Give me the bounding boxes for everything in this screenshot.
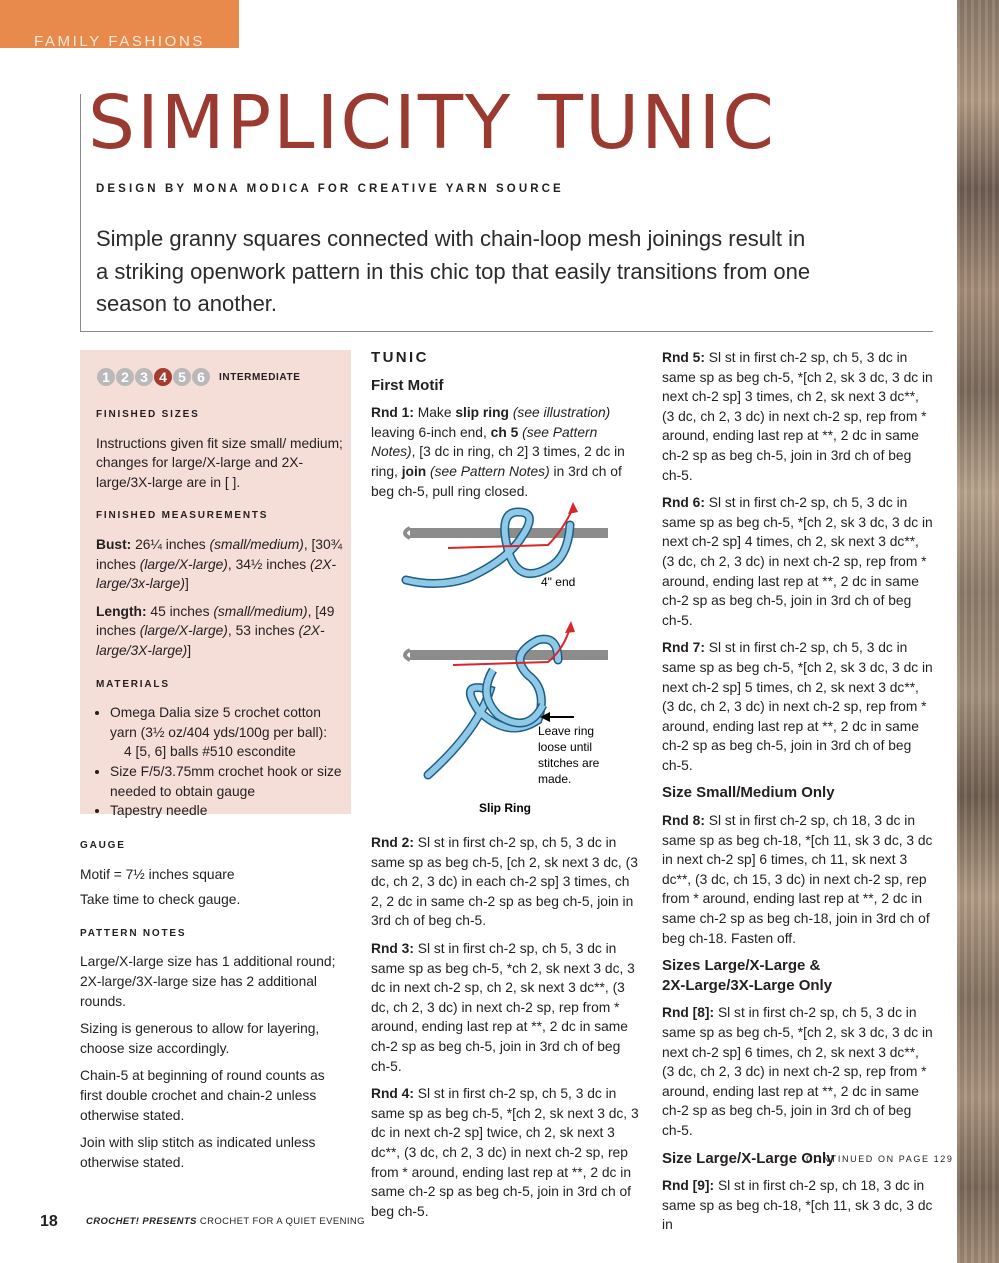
length-measurement: Length: 45 inches (small/medium), [49 inches (large/X-large), 53 inches (2X-large/3X-large)]: [96, 603, 335, 658]
intro-text: Simple granny squares connected with chain-loop mesh joinings result in a striking openwork pattern in this chic top that easily transitions from one season to another.: [96, 226, 811, 316]
diagram-caption: Slip Ring: [479, 801, 531, 815]
tunic-heading: TUNIC: [371, 349, 429, 366]
hook-tip-bottom: [405, 650, 410, 660]
page-title: SIMPLICITY TUNIC: [88, 80, 776, 166]
skill-level-1: 1: [97, 368, 115, 386]
crochet-hook-bottom: [410, 650, 608, 660]
materials-heading: MATERIALS: [96, 678, 170, 690]
footer-publication: CROCHET! PRESENTS CROCHET FOR A QUIET EVENING: [86, 1216, 365, 1227]
size-large-heading: Size Large/X-Large Only: [662, 1149, 835, 1167]
skill-level-4-active: 4: [154, 368, 172, 386]
info-column: [96, 405, 344, 821]
materials-list: [96, 703, 344, 821]
first-motif-heading: First Motif: [371, 376, 444, 394]
hook-tip-top: [405, 528, 410, 538]
title-rule-vertical: [80, 94, 81, 332]
skill-label: INTERMEDIATE: [219, 371, 301, 383]
arrow-head-bottom: [565, 621, 575, 633]
list-item: • Tapestry needle: [110, 801, 344, 821]
rnd-6: Rnd 6: Sl st in first ch-2 sp, ch 5, 3 dc in same sp as beg ch-5, *[ch 2, sk 3 dc, 3 dc in next ch-2 sp] 4 times, ch 2, sk next 3 dc**, (3 dc, ch 2, 3 dc) in next ch-2 sp, rep from * around, ending last rep at **, 2 dc in same ch-2 sp as beg ch-5, join in 3rd ch of beg ch-5.: [662, 495, 933, 628]
section-tab: [0, 0, 239, 48]
pattern-note: Chain-5 at beginning of round counts as first double crochet and chain-2 unless otherwise stated.: [80, 1068, 325, 1123]
notes-column: [80, 836, 342, 1180]
rnd-4: Rnd 4: Sl st in first ch-2 sp, ch 5, 3 dc in same sp as beg ch-5, *[ch 2, sk next 3 dc, 3 dc in next ch-2 sp] twice, ch 2, sk next 3 dc**, (3 dc, ch 2, 3 dc) in next ch-2 sp, rep from * around, ending last rep at **, 2 dc in same ch-2 sp as beg ch-5, join in 3rd ch of beg ch-5.: [371, 1086, 639, 1219]
finished-sizes-text: Instructions given fit size small/ medium; changes for large/X-large and 2X-large/3X-large are in [ ].: [96, 435, 343, 490]
rnd-8: Rnd 8: Sl st in first ch-2 sp, ch 18, 3 dc in same sp as beg ch-18, *[ch 11, sk 3 dc, 3 dc in next ch-2 sp] 6 times, ch 11, sk next 3 dc**, (3 dc, ch 15, 3 dc) in next ch-2 sp, rep from * around, ending last rep at **, 2 dc in same ch-2 sp as beg ch-18, join in 3rd ch of beg ch-18. Fasten off.: [662, 813, 933, 946]
gauge-heading: GAUGE: [80, 840, 126, 851]
arrow-head-top: [568, 502, 578, 514]
rnd-9: Rnd [9]: Sl st in first ch-2 sp, ch 18, 3 dc in same sp as beg ch-18, *[ch 11, sk 3 dc, 3 dc in: [662, 1178, 933, 1233]
middle-column-lower: [371, 833, 643, 1229]
pattern-note: Large/X-large size has 1 additional round; 2X-large/3X-large size has 2 additional rounds.: [80, 954, 336, 1009]
rnd-3: Rnd 3: Sl st in first ch-2 sp, ch 5, 3 dc in same sp as beg ch-5, *ch 2, sk next 3 dc, 3 dc in next ch-2 sp, ch 2, sk next 3 dc**, (3 dc, ch 2, 3 dc) in next ch-2 sp, rep from * around, ending last rep at **, 2 dc in same ch-2 sp as beg ch-5, join in 3rd ch of beg ch-5.: [371, 940, 635, 1074]
byline: DESIGN BY MONA MODICA FOR CREATIVE YARN SOURCE: [96, 183, 564, 195]
note-line-3: stitches are: [538, 756, 600, 770]
pattern-note: Join with slip stitch as indicated unless otherwise stated.: [80, 1135, 316, 1170]
middle-column: [371, 348, 643, 509]
note-line-4: made.: [538, 772, 572, 786]
page-number: 18: [40, 1213, 58, 1230]
finished-measurements-heading: FINISHED MEASUREMENTS: [96, 510, 269, 522]
pattern-note: Sizing is generous to allow for layering, choose size accordingly.: [80, 1021, 320, 1056]
stone-wall-edge: [957, 0, 999, 1263]
skill-level: [97, 368, 300, 386]
end-label: 4" end: [541, 575, 576, 589]
rnd-7: Rnd 7: Sl st in first ch-2 sp, ch 5, 3 dc in same sp as beg ch-5, *[ch 2, sk 3 dc, 3 dc in next ch-2 sp] 5 times, ch 2, sk next 3 dc**, (3 dc, ch 2, 3 dc) in next ch-2 sp, rep from * around, ending last rep at **, 2 dc in same ch-2 sp as beg ch-5, join in 3rd ch of beg ch-5.: [662, 640, 933, 773]
finished-sizes-heading: FINISHED SIZES: [96, 409, 200, 420]
pattern-notes-heading: PATTERN NOTES: [80, 927, 187, 939]
size-small-heading: Size Small/Medium Only: [662, 784, 835, 802]
skill-level-2: 2: [116, 368, 134, 386]
sizes-large-heading-1: Sizes Large/X-Large &: [662, 957, 821, 975]
rnd-2: Rnd 2: Sl st in first ch-2 sp, ch 5, 3 dc in same sp as beg ch-5, [ch 2, sk next 3 dc, (3 dc, ch 2, 3 dc) in each ch-2 sp] 3 times, ch 2, 2 dc in same ch-2 sp as beg ch-5, join in 3rd ch of beg ch-5.: [371, 835, 638, 929]
list-item: • Omega Dalia size 5 crochet cotton yarn (3½ oz/404 yds/100g per ball): 4 [5, 6] balls #510 escondite: [110, 703, 344, 762]
slip-ring-illustration: [398, 490, 638, 830]
gauge-line-2: Take time to check gauge.: [80, 892, 241, 908]
note-line-1: Leave ring: [538, 724, 595, 738]
list-item: • Size F/5/3.75mm crochet hook or size needed to obtain gauge: [110, 762, 344, 801]
sizes-large-heading-2: 2X-Large/3X-Large Only: [662, 976, 833, 994]
continued-note: CONTINUED ON PAGE 129: [806, 1154, 954, 1164]
gauge-line-1: Motif = 7½ inches square: [80, 866, 235, 882]
bust-measurement: Bust: 26¼ inches (small/medium), [30¾ inches (large/X-large), 34½ inches (2X-large/3x-large)]: [96, 536, 343, 592]
title-rule-horizontal: [80, 331, 933, 332]
skill-level-5: 5: [173, 368, 191, 386]
right-column: [662, 348, 934, 1243]
skill-level-3: 3: [135, 368, 153, 386]
rnd-5: Rnd 5: Sl st in first ch-2 sp, ch 5, 3 dc in same sp as beg ch-5, *[ch 2, sk 3 dc, 3 dc in next ch-2 sp] 3 times, ch 2, sk next 3 dc**, (3 dc, ch 2, 3 dc) in next ch-2 sp, rep from * around, ending last rep at **, 2 dc in same ch-2 sp as beg ch-5, join in 3rd ch of beg ch-5.: [662, 350, 933, 483]
skill-level-6: 6: [192, 368, 210, 386]
note-line-2: loose until: [538, 740, 593, 754]
rnd-8-large: Rnd [8]: Sl st in first ch-2 sp, ch 5, 3 dc in same sp as beg ch-5, *[ch 2, sk 3 dc, 3 dc in next ch-2 sp] 6 times, ch 2, sk next 3 dc**, (3 dc, ch 2, 3 dc) in next ch-2 sp, rep from * around, ending last rep at **, 2 dc in same ch-2 sp as beg ch-5, join in 3rd ch of beg ch-5.: [662, 1005, 933, 1138]
section-label: FAMILY FASHIONS: [34, 33, 205, 50]
rnd-1: Rnd 1: Make slip ring (see illustration) leaving 6-inch end, ch 5 (see Pattern Notes), [3 dc in ring, ch 2] 3 times, 2 dc in ring, join (see Pattern Notes) in 3rd ch of beg ch-5, pull ring closed.: [371, 405, 625, 499]
